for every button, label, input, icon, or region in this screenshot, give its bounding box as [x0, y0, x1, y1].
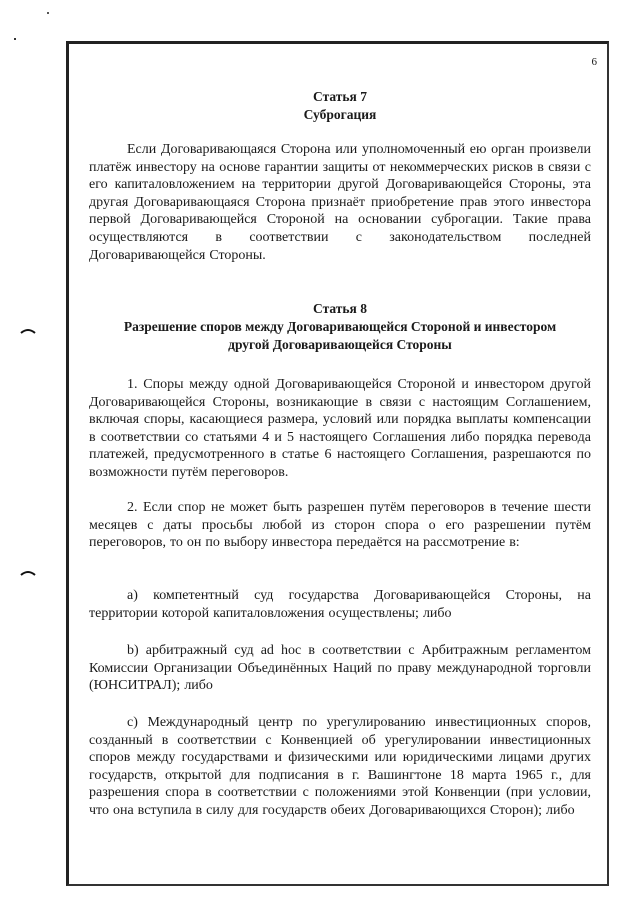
article-8-item-b: b) арбитражный суд ad hoc в соответствии с Арбитражным регламентом Комиссии Организации Объединённых Наций по праву международной торговли (ЮНСИТРАЛ); либо: [89, 643, 591, 694]
scan-mark-top: [20, 327, 36, 334]
article-7-title: Суброгация: [303, 107, 377, 122]
document-page: [66, 41, 609, 886]
article-8: [89, 300, 591, 354]
article-8-number: Статья 8: [313, 301, 367, 316]
article-8-title-line2: другой Договаривающейся Стороны: [228, 337, 452, 352]
page-number: 6: [591, 56, 597, 68]
article-8-paragraph-1: 1. Споры между одной Договаривающейся Стороной и инвестором другой Договаривающейся Стороны, возникающие в связи с настоящим Соглашением, включая споры, касающиеся размера, условий или порядка выплаты компенсации в соответствии со статьями 4 и 5 настоящего Соглашения либо порядка перевода платежей, предусмотренного в статье 6 настоящего Соглашения, разрешаются по возможности путём переговоров.: [89, 377, 591, 480]
article-8-item-c: c) Международный центр по урегулированию инвестиционных споров, созданный в соответствии с Конвенцией об урегулировании инвестиционных споров между государствами и физическими или юридическими лицами других государств, открытой для подписания в г. Вашингтоне 18 марта 1965 г., для разрешения спора в соответствии с положениями этой Конвенции (при условии, что она вступила в силу для государств обеих Договаривающихся Сторон); либо: [89, 715, 591, 818]
article-7-number: Статья 7: [313, 89, 367, 104]
article-7: [89, 88, 591, 124]
scan-dot: [47, 12, 49, 14]
scan-mark-bottom: [20, 569, 36, 576]
article-7-text: Если Договаривающаяся Сторона или уполномоченный ею орган произвели платёж инвестору на основе гарантии защиты от некоммерческих рисков в связи с его капиталовложением на территории другой Договаривающейся Стороны, эта другая Договаривающаяся Сторона признаёт приобретение прав этого инвестора первой Договаривающейся Стороной на основании суброгации. Такие права осуществляются в соответствии с законодательством последней Договаривающейся Стороны.: [89, 142, 591, 263]
article-8-paragraph-2: 2. Если спор не может быть разрешен путём переговоров в течение шести месяцев с даты просьбы любой из сторон спора о его разрешении путём переговоров, то он по выбору инвестора передаётся на рассмотрение в:: [89, 500, 591, 551]
article-8-item-a: a) компетентный суд государства Договаривающейся Стороны, на территории которой капиталовложения осуществлены; либо: [89, 588, 591, 621]
article-8-title-line1: Разрешение споров между Договаривающейся Стороной и инвестором: [123, 319, 557, 334]
scan-dot: [14, 38, 16, 40]
